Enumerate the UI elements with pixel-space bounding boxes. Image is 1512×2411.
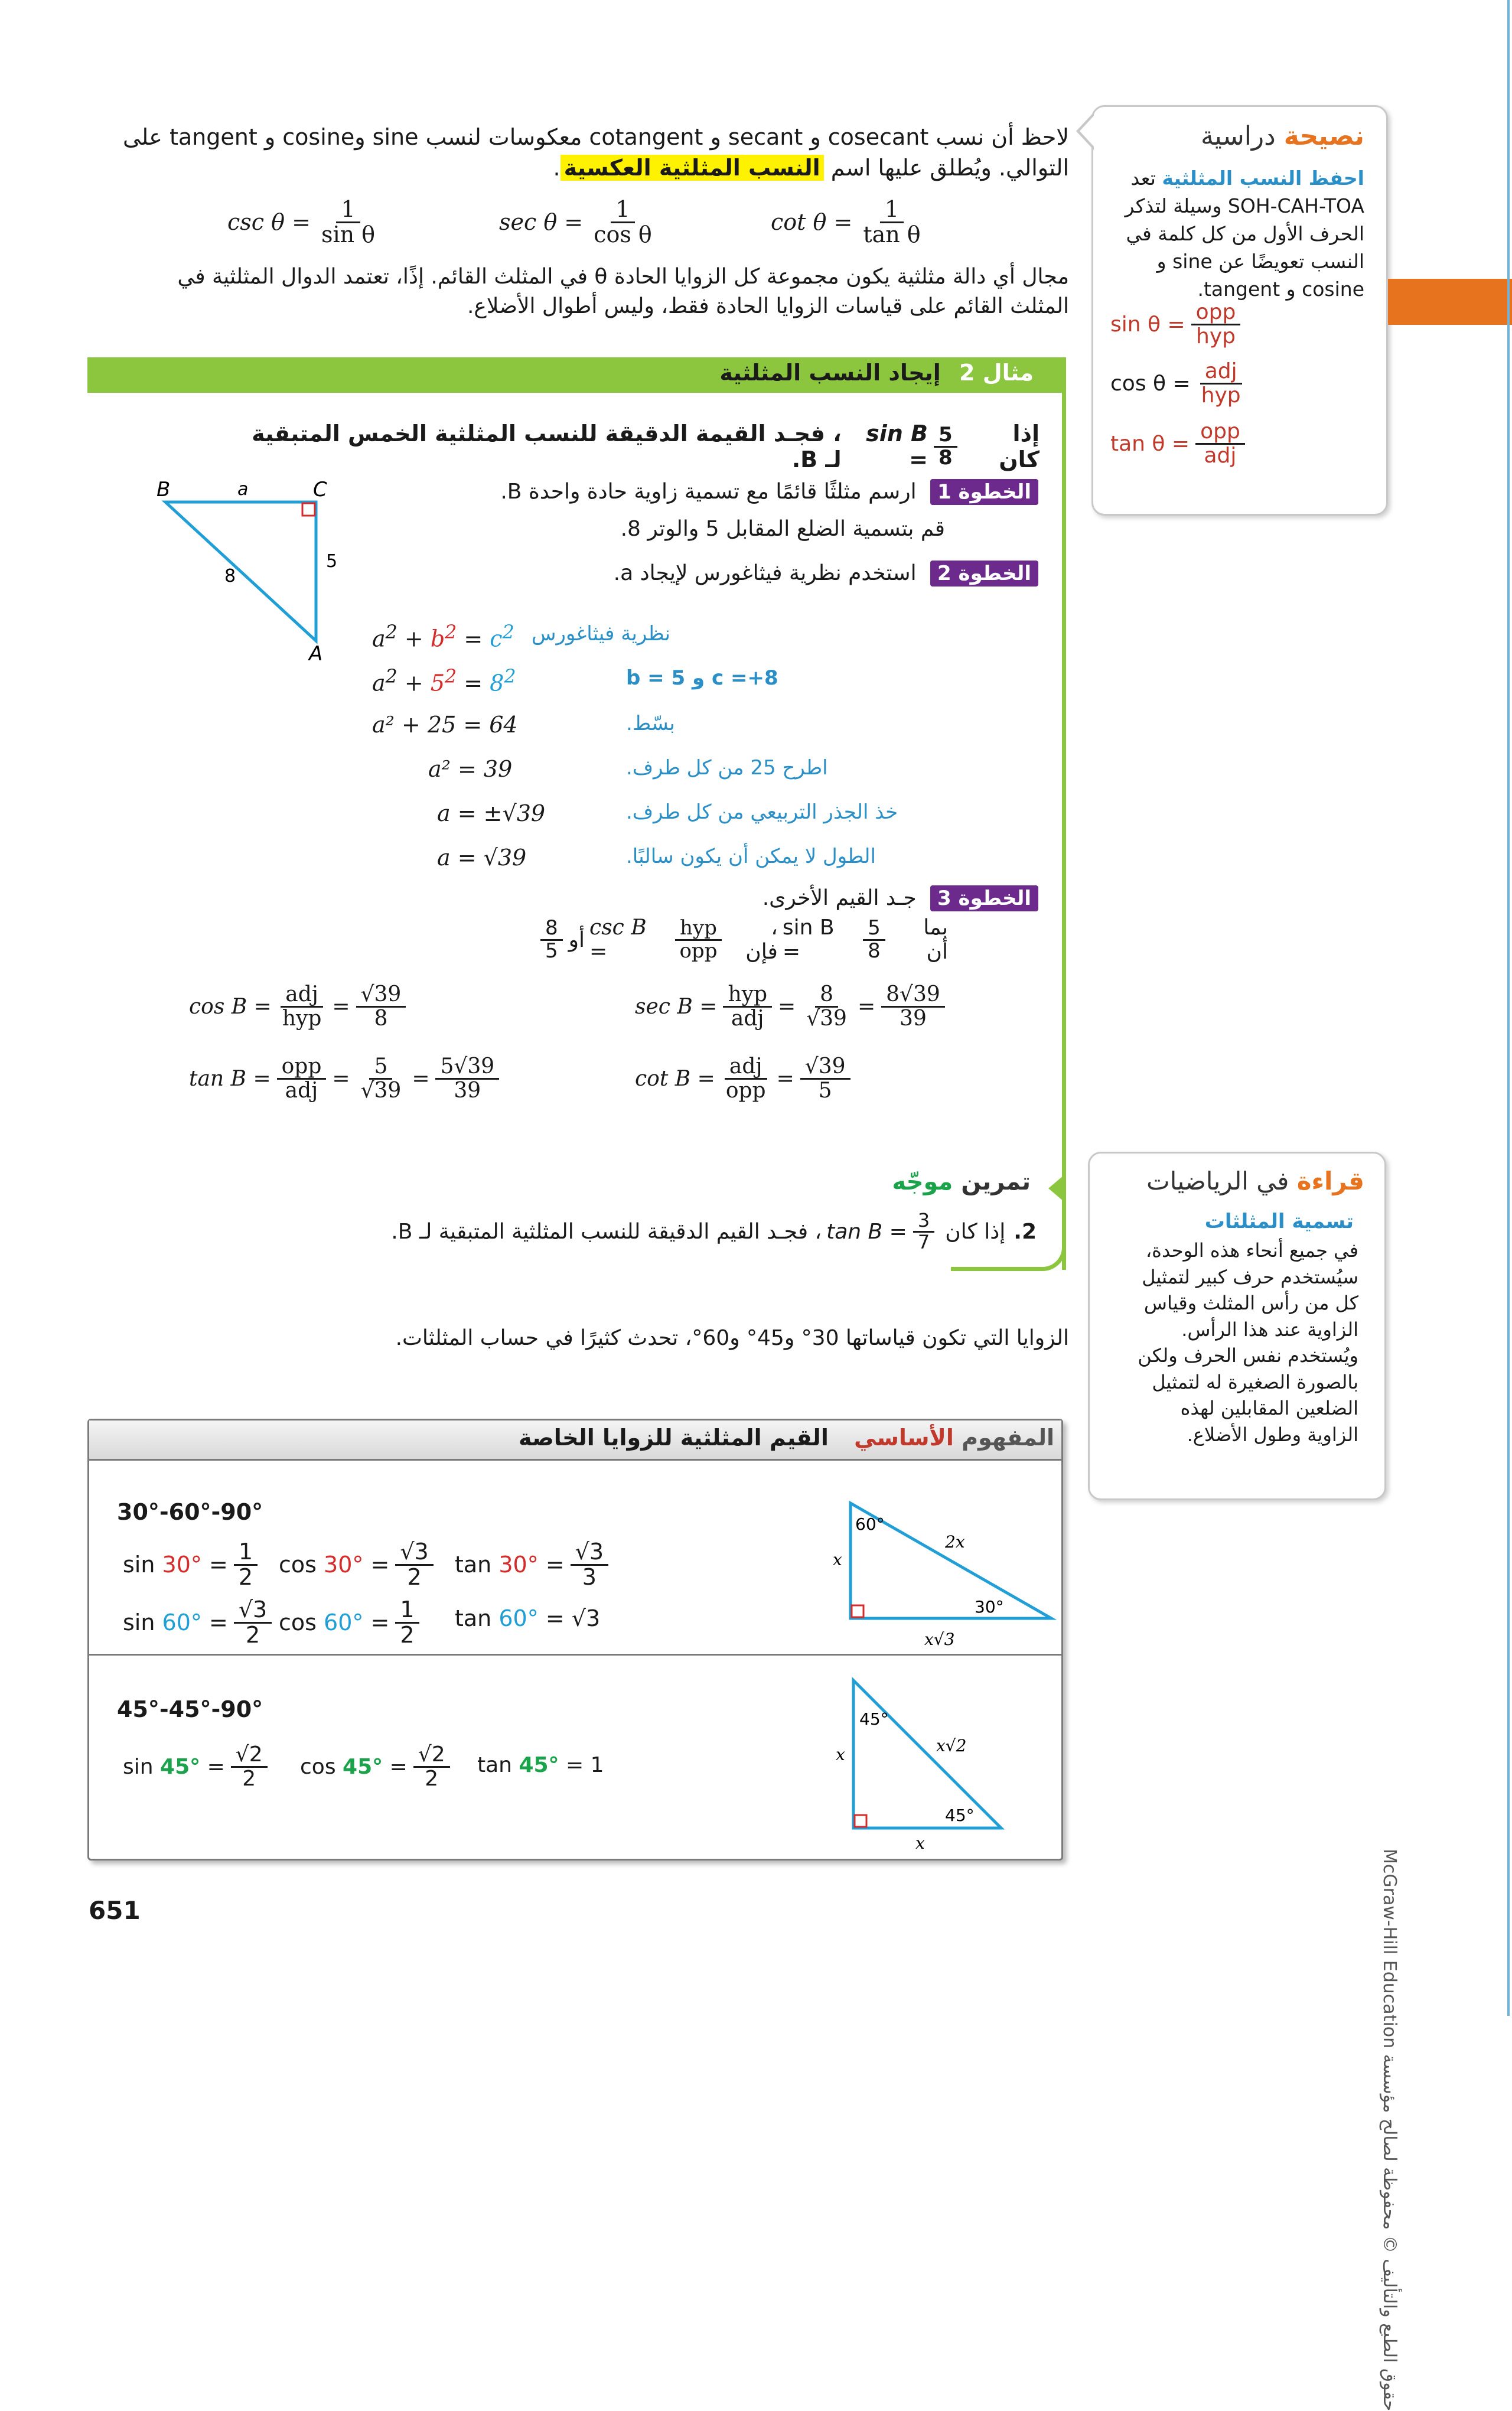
cotB-f2-den: 5 [818, 1078, 832, 1103]
problem-eq: sin B = [866, 421, 928, 473]
secB-f1-num: hyp [723, 983, 772, 1008]
study-tip-title-a: نصيحة [1283, 121, 1364, 151]
sin30-eq: = [209, 1552, 228, 1578]
reason-2-text: b = 5 و c =+8 [626, 666, 778, 690]
concept-title: القيم المثلثية للزوايا الخاصة [519, 1425, 829, 1451]
cot-den: tan θ [863, 221, 921, 247]
side-a: a [237, 479, 249, 500]
step3-cscB: csc B = [589, 915, 647, 964]
set1-title: 30°-60°-90° [117, 1499, 263, 1525]
cotB-formula [635, 1055, 856, 1102]
concept-label-a: المفهوم [962, 1425, 1054, 1451]
tanB-f3-den: 39 [454, 1078, 481, 1103]
tip-tan-lhs: tan θ = [1110, 431, 1190, 456]
concept-divider [89, 1654, 1061, 1656]
cotB-lhs: cot B = [635, 1066, 715, 1091]
tip-cos-lhs: cos θ = [1110, 371, 1191, 396]
tip-cos-den: hyp [1201, 383, 1241, 408]
triangle-45-45-90 [827, 1672, 1022, 1855]
csc-den: sin θ [321, 221, 376, 247]
tan30-den: 3 [582, 1563, 597, 1590]
reason-1: نظرية فيثاغورس [532, 622, 671, 646]
cos45-formula [300, 1744, 456, 1790]
sec-formula [499, 198, 663, 247]
concept-label-b: الأساسي [854, 1425, 954, 1451]
step3-csc-wrap [589, 915, 728, 964]
sec-den: cos θ [594, 221, 652, 247]
intro-line-2-post: . [553, 155, 561, 181]
t2-45a: 45° [859, 1709, 889, 1729]
reading-body [1099, 1237, 1358, 1448]
problem-pre: إذا كان [999, 421, 1040, 473]
pyth-row-5: a = ±√39 [437, 800, 546, 826]
tan45-eq: = [566, 1753, 584, 1777]
step-3-label: الخطوة 3 [930, 885, 1038, 911]
secB-f1-den: adj [731, 1006, 764, 1031]
step-3 [413, 886, 1038, 910]
vertex-C: C [313, 478, 327, 501]
pyth-row-6: a = √39 [437, 845, 527, 871]
study-tip-pointer-inner [1080, 115, 1094, 147]
cos45-eq: = [389, 1754, 408, 1779]
tanB-eq2: = [412, 1066, 430, 1091]
tanB-f3-num: 5√39 [435, 1055, 499, 1080]
special-angles-line: الزوايا التي تكون قياساتها 30° و45° و60°، تحدث كثيرًا في حساب المثلثات. [395, 1326, 1069, 1350]
domain-paragraph-1: مجال أي دالة مثلثية يكون مجموعة كل الزوايا الحادة θ في المثلث القائم. إذًا، تعتمد الدوال المثلثية في [177, 265, 1069, 289]
step3-or-den: 5 [545, 939, 558, 963]
vertex-B: B [157, 478, 171, 501]
step-1-line-2: قم بتسمية الضلع المقابل 5 والوتر 8. [620, 517, 945, 541]
tanB-f1-den: adj [285, 1078, 318, 1103]
secB-lhs: sec B = [635, 994, 718, 1019]
study-tip-subtitle: احفظ النسب المثلثية [1162, 167, 1364, 190]
practice-frac-den: 7 [917, 1230, 930, 1253]
step3-or: أو [568, 927, 585, 952]
csc-num: 1 [336, 198, 360, 223]
sin30-den: 2 [238, 1563, 253, 1590]
sin45-fn: sin [123, 1754, 154, 1779]
sin30-angle: 30° [162, 1552, 202, 1578]
practice-frac-wrap [826, 1211, 940, 1252]
tan45-val: 1 [590, 1753, 604, 1777]
domain-paragraph-2: المثلث القائم على قياسات الزوايا الحادة فقط، وليس أطوال الأضلاع. [467, 294, 1069, 318]
tip-tan-num: opp [1195, 421, 1245, 445]
step3-then: ، فإن [745, 915, 778, 964]
study-tip-body [1104, 164, 1364, 303]
study-tip-l1: تعد [1130, 167, 1156, 190]
example-problem [236, 421, 1040, 473]
cot-num: 1 [880, 198, 904, 223]
cos45-den: 2 [425, 1766, 439, 1791]
reading-title-b: في الرياضيات [1146, 1167, 1289, 1195]
reason-4: اطرح 25 من كل طرف. [626, 756, 828, 780]
sin60-num: √3 [234, 1598, 272, 1624]
sin45-num: √2 [231, 1744, 268, 1768]
cosB-f1-den: hyp [282, 1006, 322, 1031]
reading-line-7: الضلعين المقابلين لهذه [1180, 1397, 1358, 1419]
step-1 [413, 480, 1038, 504]
tan45-fn: tan [477, 1753, 512, 1777]
example-triangle [142, 473, 354, 662]
cos30-angle: 30° [324, 1552, 364, 1578]
step3-csc-den: opp [679, 939, 718, 963]
tip-tan [1110, 421, 1251, 467]
cos30-num: √3 [395, 1540, 433, 1566]
tanB-formula [189, 1055, 505, 1102]
study-tip-line-5: cosine و tangent. [1197, 278, 1364, 301]
key-concept-heading [413, 1425, 1054, 1451]
reading-line-5: ويُستخدم نفس الحرف ولكن [1138, 1344, 1358, 1367]
secB-f3-num: 8√39 [881, 983, 945, 1008]
sin60-angle: 60° [162, 1609, 202, 1636]
t2-x: x [836, 1745, 845, 1764]
step3-csc-num: hyp [675, 918, 722, 941]
problem-frac-den: 8 [939, 445, 953, 470]
step-3-line [535, 915, 948, 964]
tan30-num: √3 [571, 1540, 608, 1566]
right-angle-mark [302, 503, 315, 516]
tan30-eq: = [545, 1552, 565, 1578]
step-2-label: الخطوة 2 [930, 561, 1038, 587]
t1-x: x [833, 1550, 842, 1569]
problem-frac-wrap [848, 421, 963, 473]
step-2-text: استخدم نظرية فيثاغورس لإيجاد a. [613, 561, 917, 585]
cosB-f2-num: √39 [356, 983, 406, 1008]
cos60-den: 2 [400, 1621, 415, 1648]
reading-line-2: سيُستخدم حرف كبير لتمثيل [1142, 1265, 1358, 1288]
practice-problem [319, 1211, 1037, 1252]
step-2 [413, 561, 1038, 585]
step-3-text: جـد القيم الأخرى. [762, 886, 917, 910]
reading-line-4: الزاوية عند هذا الرأس. [1181, 1318, 1358, 1341]
tanB-lhs: tan B = [189, 1066, 271, 1091]
cosB-formula [189, 983, 412, 1030]
cotB-f1-num: adj [725, 1055, 767, 1080]
step3-since: بما أن [923, 915, 948, 964]
pyth-row-2: $a^2 + 5^2 = 8^2$ [372, 666, 516, 696]
cos30-den: 2 [407, 1563, 422, 1590]
example-label: مثال 2 [959, 360, 1034, 386]
t1-2x: 2x [945, 1532, 965, 1552]
t1-60: 60° [855, 1514, 885, 1534]
practice-num: 2. [1014, 1219, 1037, 1244]
step-1-label: الخطوة 1 [930, 479, 1038, 505]
sin45-eq: = [207, 1754, 225, 1779]
secB-eq1: = [778, 994, 796, 1019]
problem-post: ، فجـد القيمة الدقيقة للنسب المثلثية الخمس المتبقية لـ B. [252, 421, 842, 473]
cosB-f1-num: adj [281, 983, 323, 1008]
cos60-eq: = [370, 1609, 390, 1636]
reading-line-1: في جميع أنحاء هذه الوحدة، [1145, 1239, 1358, 1262]
tan60-fn: tan [455, 1605, 492, 1631]
tip-sin-den: hyp [1196, 324, 1236, 348]
study-tip-line-1 [1104, 164, 1364, 192]
tip-cos [1110, 360, 1252, 407]
cosB-f2-den: 8 [374, 1006, 388, 1031]
tan45-formula [477, 1753, 604, 1777]
t1-30: 30° [975, 1597, 1004, 1617]
tip-tan-den: adj [1204, 443, 1237, 468]
cos60-angle: 60° [324, 1609, 364, 1636]
orange-margin-tab [1388, 279, 1512, 325]
cos45-num: √2 [413, 1744, 450, 1768]
csc-formula [227, 198, 386, 247]
reading-line-8: الزاوية وطول الأضلاع. [1187, 1423, 1358, 1446]
reading-title [1099, 1167, 1364, 1195]
tan45-angle: 45° [519, 1753, 559, 1777]
reason-2 [626, 666, 778, 690]
sin60-den: 2 [245, 1621, 260, 1648]
sin60-formula [123, 1598, 278, 1647]
reason-5: خذ الجذر التربيعي من كل طرف. [626, 800, 898, 824]
tan30-formula [455, 1540, 614, 1589]
step3-sin-num: 5 [863, 918, 885, 941]
cos30-formula [279, 1540, 439, 1589]
example-title: إيجاد النسب المثلثية [719, 360, 941, 386]
tanB-f2-den: √39 [360, 1078, 402, 1103]
reading-title-a: قراءة [1296, 1167, 1364, 1195]
secB-formula [635, 983, 951, 1030]
step-1-text: ارسم مثلثًا قائمًا مع تسمية زاوية حادة واحدة B. [500, 480, 917, 504]
tanB-f1-num: opp [277, 1055, 327, 1080]
csc-lhs: csc θ = [227, 209, 311, 236]
inverse-ratios-highlight: النسب المثلثية العكسية [561, 155, 824, 181]
study-tip-line-4: النسب تعويضًا عن sine و [1156, 250, 1364, 273]
secB-f2-num: 8 [815, 983, 838, 1008]
t2-xb: x [915, 1833, 925, 1853]
triangle-shape [165, 502, 316, 641]
tan60-angle: 60° [498, 1605, 539, 1631]
tanB-eq1: = [332, 1066, 350, 1091]
practice-title [827, 1168, 1031, 1195]
tan30-angle: 30° [498, 1552, 539, 1578]
intro-line-1: لاحظ أن نسب cosecant و secant و cotangent معكوسات لنسب sine وcosine و tangent على [122, 124, 1069, 150]
tip-sin [1110, 301, 1246, 348]
cosB-lhs: cos B = [189, 994, 272, 1019]
tan30-fn: tan [455, 1552, 492, 1578]
example-header [532, 360, 1034, 386]
tip-sin-lhs: sin θ = [1110, 312, 1185, 337]
practice-title-a: تمرين [961, 1168, 1031, 1195]
secB-eq2: = [857, 994, 876, 1019]
cos45-angle: 45° [343, 1754, 383, 1779]
pyth-row-1: $a^2 + b^2 = c^2$ [372, 622, 514, 652]
sin60-eq: = [209, 1609, 228, 1636]
tip-cos-num: adj [1200, 360, 1242, 385]
pyth-row-4: a² = 39 [428, 756, 513, 782]
cotB-f1-den: opp [725, 1078, 766, 1103]
study-tip-line-3: الحرف الأول من كل كلمة في [1126, 222, 1364, 245]
step3-sin-wrap [783, 915, 891, 964]
practice-pointer [1048, 1175, 1064, 1201]
cos30-eq: = [370, 1552, 390, 1578]
tip-sin-num: opp [1191, 301, 1241, 325]
practice-frac-num: 3 [913, 1211, 934, 1233]
sin60-fn: sin [123, 1609, 155, 1636]
cos60-fn: cos [279, 1609, 317, 1636]
margin-blue-line [1507, 0, 1510, 2016]
sin45-den: 2 [242, 1766, 256, 1791]
sec-lhs: sec θ = [499, 209, 584, 236]
cotB-eq: = [776, 1066, 794, 1091]
secB-f3-den: 39 [900, 1006, 927, 1031]
t2-shape [853, 1680, 1001, 1828]
problem-frac-num: 5 [934, 425, 957, 448]
side-5: 5 [326, 551, 338, 572]
vertex-A: A [309, 642, 323, 662]
sin30-num: 1 [234, 1540, 258, 1566]
t1-right-angle [852, 1605, 863, 1617]
cotB-f2-num: √39 [800, 1055, 850, 1080]
intro-line-2-pre: التوالي. ويُطلق عليها اسم [823, 155, 1069, 181]
cos30-fn: cos [279, 1552, 317, 1578]
side-8: 8 [224, 566, 236, 587]
study-tip-title [1104, 121, 1364, 151]
page-number: 651 [89, 1896, 141, 1925]
step3-sinB: sin B = [782, 915, 835, 964]
step3-sin-den: 8 [868, 939, 881, 963]
triangle-30-60-90 [821, 1494, 1069, 1654]
sin30-fn: sin [123, 1552, 155, 1578]
intro-line-2 [112, 155, 1069, 181]
reading-line-3: كل من رأس المثلث وقياس [1143, 1292, 1358, 1314]
tanB-f2-num: 5 [369, 1055, 392, 1080]
study-tip-title-b: دراسية [1200, 121, 1276, 151]
pyth-row-3: a² + 25 = 64 [372, 712, 518, 738]
practice-post: ، فجـد القيم الدقيقة للنسب المثلثية المتبقية لـ B. [391, 1219, 822, 1244]
reading-line-6: بالصورة الصغيرة له لتمثيل [1152, 1370, 1358, 1393]
cos60-formula [279, 1598, 425, 1647]
t1-xr3: x√3 [924, 1630, 955, 1649]
t2-45b: 45° [945, 1806, 975, 1825]
practice-eq: tan B = [826, 1219, 907, 1244]
t2-xr2: x√2 [936, 1736, 967, 1755]
cos60-num: 1 [395, 1598, 419, 1624]
secB-f2-den: √39 [806, 1006, 847, 1031]
sin45-angle: 45° [160, 1754, 201, 1779]
sin45-formula [123, 1744, 273, 1790]
step3-or-num: 8 [540, 918, 563, 941]
practice-title-b: موجّه [892, 1168, 953, 1195]
tan60-formula [455, 1605, 600, 1631]
set2-title: 45°-45°-90° [117, 1696, 263, 1722]
reading-subtitle: تسمية المثلثات [1204, 1210, 1354, 1233]
reason-6: الطول لا يمكن أن يكون سالبًا. [626, 845, 876, 868]
example-border-right [1062, 357, 1066, 1270]
cot-formula [771, 198, 931, 247]
cosB-eq: = [332, 994, 350, 1019]
cos45-fn: cos [300, 1754, 336, 1779]
study-tip-line-2: SOH-CAH-TOA وسيلة لتذكر [1125, 194, 1364, 217]
copyright-notice: حقوق الطبع والتأليف © محفوظة لصالح مؤسسة McGraw-Hill Education [1379, 1849, 1400, 2411]
sec-num: 1 [611, 198, 634, 223]
t2-right-angle [855, 1815, 866, 1827]
tan60-eq: = [545, 1605, 565, 1631]
cot-lhs: cot θ = [771, 209, 853, 236]
reason-3: بسّط. [626, 712, 675, 735]
tan60-val: √3 [571, 1605, 601, 1631]
practice-pre: إذا كان [945, 1219, 1006, 1244]
sin30-formula [123, 1540, 263, 1589]
